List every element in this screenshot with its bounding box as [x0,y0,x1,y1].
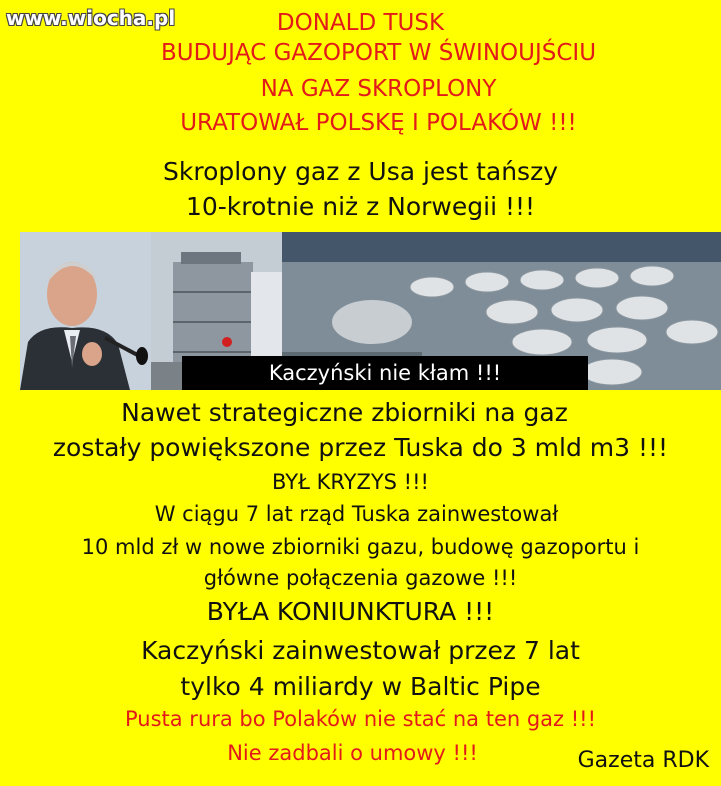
header-line-2: BUDUJĄC GAZOPORT W ŚWINOUJŚCIU [160,40,597,66]
signature: Gazeta RDK [577,748,709,773]
footer-line-2: Nie zadbali o umowy !!! [227,741,478,765]
header-line-4: URATOWAŁ POLSKĘ I POLAKÓW !!! [180,110,577,136]
body-line-4: W ciągu 7 lat rząd Tuska zainwestował [154,502,559,526]
claim-line-2: 10-krotnie niż z Norwegii !!! [185,192,536,221]
header-line-1: DONALD TUSK [276,10,445,36]
politician-silhouette [20,232,151,390]
photo-caption: Kaczyński nie kłam !!! [182,356,588,390]
body-line-1: Nawet strategiczne zbiorniki na gaz [121,398,568,427]
body-line-5: 10 mld zł w nowe zbiorniki gazu, budowę gazoportu i [81,535,640,559]
claim-line-1: Skroplony gaz z Usa jest tańszy [163,157,558,186]
politician-photo [20,232,151,390]
footer-line-1: Pusta rura bo Polaków nie stać na ten gaz !!! [124,707,597,731]
body-line-3: BYŁ KRYZYS !!! [272,470,429,494]
body-line-6: główne połączenia gazowe !!! [203,566,518,590]
site-watermark: www.wiocha.pl [6,6,176,30]
header-line-3: NA GAZ SKROPLONY [260,76,497,102]
body-line-2: zostały powiększone przez Tuska do 3 mld m3 !!! [52,433,669,462]
body-line-9: tylko 4 miliardy w Baltic Pipe [180,672,541,701]
body-line-8: Kaczyński zainwestował przez 7 lat [141,636,580,665]
body-line-7: BYŁA KONIUNKTURA !!! [206,597,495,626]
